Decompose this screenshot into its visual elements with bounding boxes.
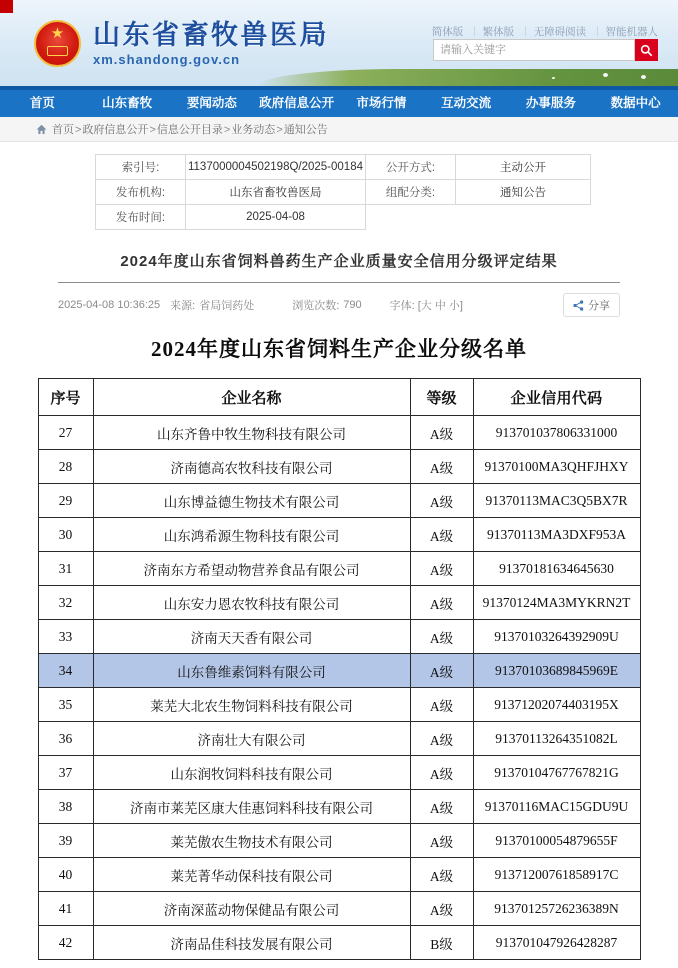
company-name: 济南品佳科技发展有限公司 <box>93 926 410 960</box>
search-icon <box>640 44 653 57</box>
table-row <box>38 586 640 620</box>
table-row <box>38 484 640 518</box>
views-count: 790 <box>343 299 362 311</box>
company-name: 山东鸿希源生物科技有限公司 <box>93 518 410 552</box>
grade: A级 <box>410 416 473 450</box>
site-logo[interactable] <box>34 20 329 67</box>
grade: A级 <box>410 518 473 552</box>
public-method-value: 主动公开 <box>456 155 591 180</box>
grade: A级 <box>410 654 473 688</box>
grassland-banner-image <box>258 69 678 86</box>
nav-item-home[interactable]: 首页 <box>29 96 55 110</box>
credit-code: 91370103264392909U <box>473 620 640 654</box>
row-serial: 37 <box>38 756 93 790</box>
credit-code: 91370104767767821G <box>473 756 640 790</box>
row-serial: 31 <box>38 552 93 586</box>
row-serial: 35 <box>38 688 93 722</box>
table-row <box>38 518 640 552</box>
grade: A级 <box>410 620 473 654</box>
publish-date-value: 2025-04-08 <box>186 205 366 230</box>
main-nav <box>0 86 678 117</box>
site-domain: xm.shandong.gov.cn <box>93 52 241 67</box>
company-name: 济南东方希望动物营养食品有限公司 <box>93 552 410 586</box>
grade: A级 <box>410 756 473 790</box>
article-title: 2024年度山东省饲料兽药生产企业质量安全信用分级评定结果 <box>120 253 558 270</box>
search-input[interactable] <box>433 39 635 61</box>
company-name: 济南市莱芜区康大佳惠饲料科技有限公司 <box>93 790 410 824</box>
row-serial: 29 <box>38 484 93 518</box>
search-bar <box>433 39 658 61</box>
empty-cell <box>366 205 456 230</box>
credit-code: 91370100MA3QHFJHXY <box>473 450 640 484</box>
site-header <box>0 0 678 86</box>
table-row <box>38 824 640 858</box>
company-name: 山东安力恩农牧科技有限公司 <box>93 586 410 620</box>
table-row <box>38 654 640 688</box>
nav-item-services[interactable]: 办事服务 <box>525 96 576 110</box>
credit-code: 91370100054879655F <box>473 824 640 858</box>
share-icon <box>573 300 584 311</box>
table-row <box>38 892 640 926</box>
credit-code: 91371202074403195X <box>473 688 640 722</box>
nav-item-news[interactable]: 要闻动态 <box>186 96 237 110</box>
table-header-row <box>38 379 640 416</box>
article-meta <box>58 293 620 317</box>
category-label: 组配分类: <box>366 180 456 205</box>
row-serial: 34 <box>38 654 93 688</box>
header-credit-code: 企业信用代码 <box>473 379 640 416</box>
credit-code: 913701037806331000 <box>473 416 640 450</box>
credit-code: 91370113MAC3Q5BX7R <box>473 484 640 518</box>
link-smart-robot[interactable]: ｜ 智能机器人 <box>589 26 658 38</box>
row-serial: 36 <box>38 722 93 756</box>
publish-date-label: 发布时间: <box>96 205 186 230</box>
grade: A级 <box>410 824 473 858</box>
crumb-home[interactable]: 首页 > <box>52 121 82 137</box>
row-serial: 30 <box>38 518 93 552</box>
company-name: 济南壮大有限公司 <box>93 722 410 756</box>
table-row <box>38 858 640 892</box>
table-row <box>38 416 640 450</box>
link-simplified[interactable]: 简体版 <box>431 26 464 38</box>
empty-cell <box>456 205 591 230</box>
credit-code: 91370125726236389N <box>473 892 640 926</box>
home-icon <box>36 124 47 135</box>
row-serial: 39 <box>38 824 93 858</box>
issuer-value: 山东省畜牧兽医局 <box>186 180 366 205</box>
credit-code: 91370113264351082L <box>473 722 640 756</box>
link-traditional[interactable]: ｜ 繁体版 <box>466 26 514 38</box>
row-serial: 27 <box>38 416 93 450</box>
index-label: 索引号: <box>96 155 186 180</box>
table-row <box>38 722 640 756</box>
company-name: 济南深蓝动物保健品有限公司 <box>93 892 410 926</box>
credit-code: 91371200761858917C <box>473 858 640 892</box>
row-serial: 41 <box>38 892 93 926</box>
company-name: 莱芜傲农生物技术有限公司 <box>93 824 410 858</box>
row-serial: 38 <box>38 790 93 824</box>
share-label: 分享 <box>588 300 610 312</box>
doc-info-table <box>95 154 591 230</box>
link-accessibility[interactable]: ｜ 无障碍阅读 <box>517 26 586 38</box>
table-row <box>38 756 640 790</box>
row-serial: 40 <box>38 858 93 892</box>
site-title: 山东省畜牧兽医局 <box>93 20 329 50</box>
source-value: 省局饲药处 <box>199 300 255 312</box>
grade: A级 <box>410 858 473 892</box>
table-row <box>38 790 640 824</box>
grade: A级 <box>410 586 473 620</box>
company-name: 山东润牧饲料科技有限公司 <box>93 756 410 790</box>
table-row <box>38 926 640 960</box>
table-row <box>38 688 640 722</box>
nav-item-data-center[interactable]: 数据中心 <box>610 96 661 110</box>
company-name: 莱芜大北农生物饲料科技有限公司 <box>93 688 410 722</box>
grade: A级 <box>410 450 473 484</box>
list-title: 2024年度山东省饲料生产企业分级名单 <box>151 337 527 361</box>
font-size-options[interactable]: [大 中 小] <box>417 300 463 312</box>
source-label: 来源: <box>170 300 196 312</box>
header-serial: 序号 <box>38 379 93 416</box>
search-button[interactable] <box>635 39 658 61</box>
crumb-gov-info[interactable]: 政府信息公开 > <box>82 121 156 137</box>
grade-table-body <box>38 416 640 960</box>
grade: A级 <box>410 790 473 824</box>
grade: B级 <box>410 926 473 960</box>
row-serial: 42 <box>38 926 93 960</box>
title-divider <box>58 282 620 283</box>
national-emblem-icon: ★ <box>34 20 81 67</box>
breadcrumb <box>0 117 678 142</box>
issuer-label: 发布机构: <box>96 180 186 205</box>
company-name: 山东齐鲁中牧生物科技有限公司 <box>93 416 410 450</box>
table-row <box>38 450 640 484</box>
grade: A级 <box>410 722 473 756</box>
company-name: 山东鲁维素饲料有限公司 <box>93 654 410 688</box>
credit-code: 91370124MA3MYKRN2T <box>473 586 640 620</box>
credit-code: 913701047926428287 <box>473 926 640 960</box>
credit-code: 91370181634645630 <box>473 552 640 586</box>
credit-code: 91370103689845969E <box>473 654 640 688</box>
nav-item-shandong-xumu[interactable]: 山东畜牧 <box>102 96 153 110</box>
views-label: 浏览次数: <box>292 300 340 312</box>
top-left-red-marker <box>0 0 13 13</box>
credit-code: 91370116MAC15GDU9U <box>473 790 640 824</box>
crumb-business[interactable]: 业务动态 > <box>231 121 283 137</box>
header-company-name: 企业名称 <box>93 379 410 416</box>
category-value: 通知公告 <box>456 180 591 205</box>
grade: A级 <box>410 892 473 926</box>
crumb-info-catalog[interactable]: 信息公开目录 > <box>157 121 231 137</box>
top-utility-links <box>432 24 658 39</box>
header-grade: 等级 <box>410 379 473 416</box>
company-name: 济南德高农牧科技有限公司 <box>93 450 410 484</box>
company-name: 济南天天香有限公司 <box>93 620 410 654</box>
nav-item-market[interactable]: 市场行情 <box>356 96 407 110</box>
font-size-label: 字体: <box>389 300 415 312</box>
row-serial: 28 <box>38 450 93 484</box>
credit-code: 91370113MA3DXF953A <box>473 518 640 552</box>
share-button[interactable] <box>563 293 620 317</box>
grade: A级 <box>410 484 473 518</box>
company-name: 山东博益德生物技术有限公司 <box>93 484 410 518</box>
nav-item-gov-info[interactable]: 政府信息公开 <box>259 96 335 110</box>
nav-item-interaction[interactable]: 互动交流 <box>441 96 492 110</box>
table-row <box>38 552 640 586</box>
grade: A级 <box>410 688 473 722</box>
row-serial: 32 <box>38 586 93 620</box>
index-value: 1137000004502198Q/2025-00184 <box>186 155 366 180</box>
crumb-notices[interactable]: 通知公告 <box>283 124 328 136</box>
public-method-label: 公开方式: <box>366 155 456 180</box>
grade: A级 <box>410 552 473 586</box>
grade-table <box>38 378 641 960</box>
company-name: 莱芜菁华动保科技有限公司 <box>93 858 410 892</box>
row-serial: 33 <box>38 620 93 654</box>
table-row <box>38 620 640 654</box>
publish-datetime: 2025-04-08 10:36:25 <box>58 299 161 311</box>
